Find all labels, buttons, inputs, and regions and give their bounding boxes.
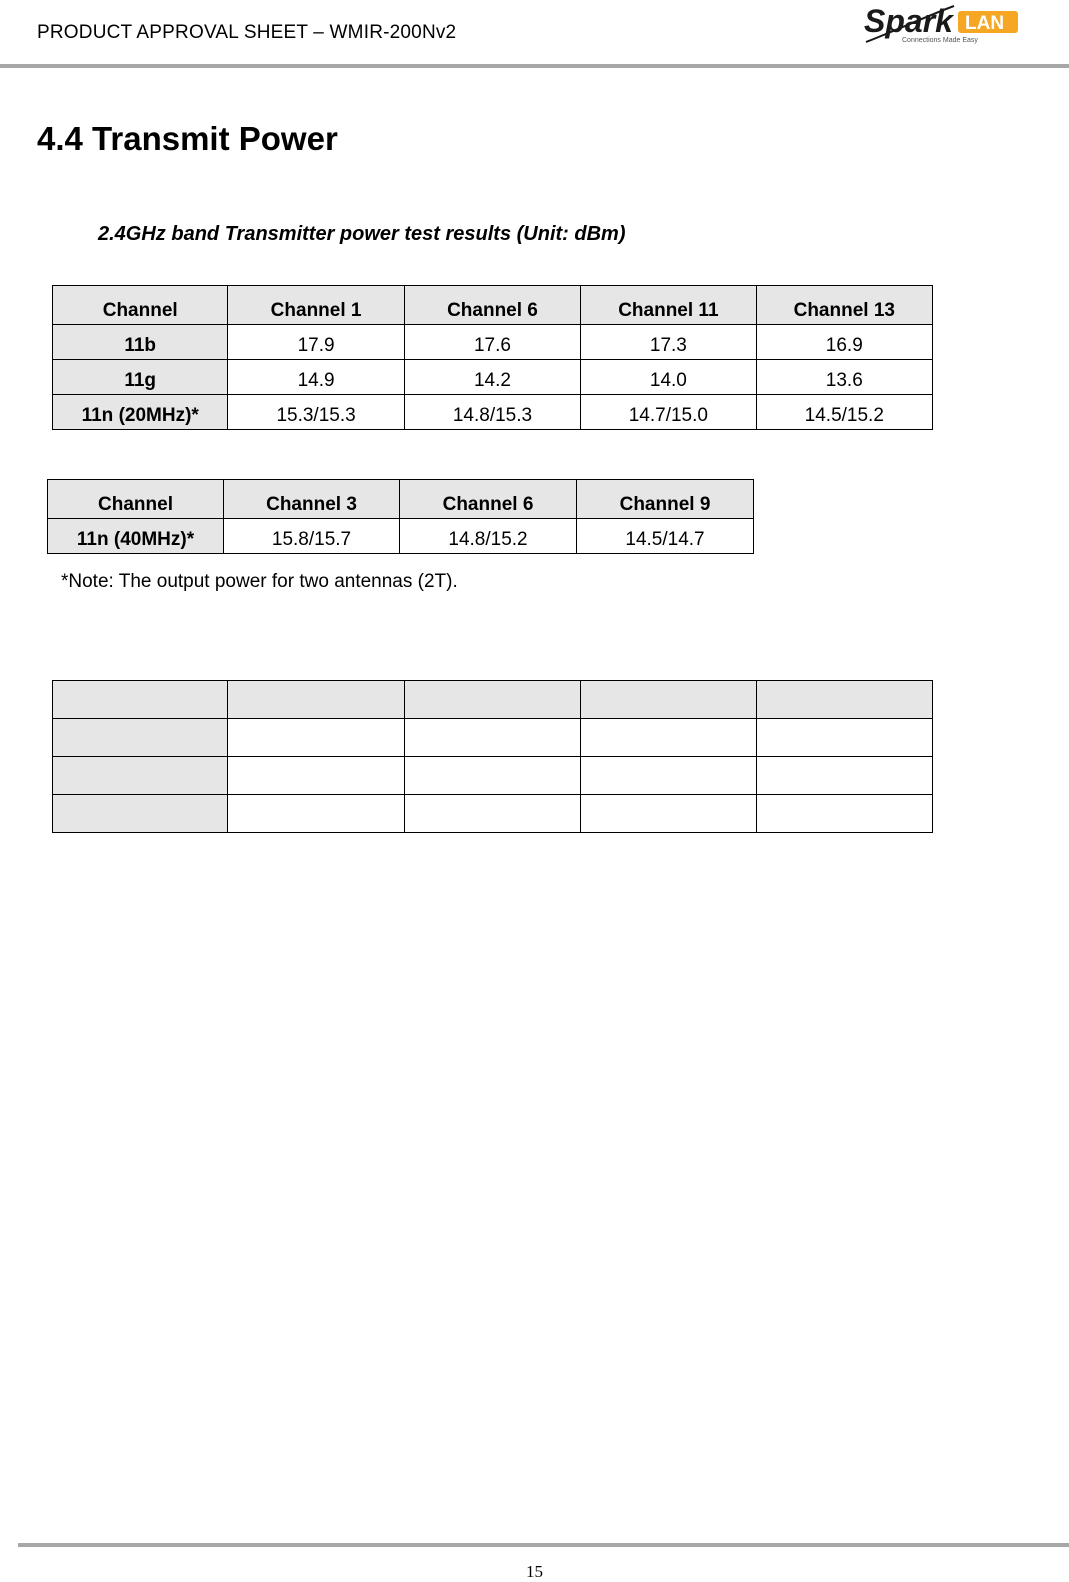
page-number: 15	[526, 1562, 543, 1581]
table-row	[48, 519, 754, 554]
column-header: Channel 6	[400, 480, 577, 519]
table-header-row	[53, 681, 933, 719]
table-cell: 17.6	[404, 325, 580, 360]
table-header-row	[48, 480, 754, 519]
empty-cell	[53, 719, 228, 757]
table-cell: 15.3/15.3	[228, 395, 404, 430]
transmit-power-table-20mhz	[52, 285, 933, 430]
table-cell: 14.7/15.0	[581, 395, 756, 430]
empty-cell	[404, 719, 580, 757]
table-caption: 2.4GHz band Transmitter power test results (Unit: dBm)	[98, 223, 626, 245]
table-row	[53, 719, 933, 757]
column-header: Channel 3	[224, 480, 400, 519]
empty-cell	[756, 757, 932, 795]
column-header: Channel	[53, 286, 228, 325]
column-header: Channel	[48, 480, 224, 519]
footnote: *Note: The output power for two antennas (2T).	[61, 571, 458, 592]
table-header-row	[53, 286, 933, 325]
table-row	[53, 395, 933, 430]
footer-divider	[18, 1543, 1069, 1547]
table-row	[53, 360, 933, 395]
table-cell: 14.9	[228, 360, 404, 395]
table-cell: 17.9	[228, 325, 404, 360]
table-row	[53, 757, 933, 795]
table-cell: 13.6	[756, 360, 932, 395]
empty-cell	[756, 795, 932, 833]
table-cell: 16.9	[756, 325, 932, 360]
empty-cell	[53, 757, 228, 795]
empty-cell	[228, 757, 404, 795]
empty-cell	[53, 795, 228, 833]
empty-cell	[228, 681, 404, 719]
row-label: 11b	[53, 325, 228, 360]
empty-cell	[581, 757, 756, 795]
column-header: Channel 13	[756, 286, 932, 325]
table-cell: 14.8/15.3	[404, 395, 580, 430]
column-header: Channel 9	[577, 480, 754, 519]
row-label: 11n (20MHz)*	[53, 395, 228, 430]
table-cell: 14.8/15.2	[400, 519, 577, 554]
empty-cell	[53, 681, 228, 719]
empty-cell	[756, 681, 932, 719]
empty-cell	[228, 719, 404, 757]
logo-wordmark-lan: LAN	[965, 13, 1005, 34]
column-header: Channel 1	[228, 286, 404, 325]
logo-wordmark-spark: Spark	[864, 3, 953, 39]
table-cell: 15.8/15.7	[224, 519, 400, 554]
table-row	[53, 325, 933, 360]
empty-cell	[581, 681, 756, 719]
empty-cell	[404, 681, 580, 719]
row-label: 11g	[53, 360, 228, 395]
empty-cell	[756, 719, 932, 757]
section-heading: 4.4 Transmit Power	[37, 120, 338, 157]
table-cell: 14.0	[581, 360, 756, 395]
empty-cell	[404, 795, 580, 833]
table-cell: 17.3	[581, 325, 756, 360]
row-label: 11n (40MHz)*	[48, 519, 224, 554]
empty-cell	[581, 719, 756, 757]
document-header-title: PRODUCT APPROVAL SHEET – WMIR-200Nv2	[37, 22, 457, 43]
sparklan-logo	[862, 2, 1022, 48]
table-cell: 14.5/15.2	[756, 395, 932, 430]
column-header: Channel 6	[404, 286, 580, 325]
column-header: Channel 11	[581, 286, 756, 325]
table-row	[53, 795, 933, 833]
transmit-power-table-40mhz	[47, 479, 754, 554]
empty-cell	[228, 795, 404, 833]
table-cell: 14.2	[404, 360, 580, 395]
logo-tagline: Connections Made Easy	[902, 37, 978, 44]
table-cell: 14.5/14.7	[577, 519, 754, 554]
empty-table	[52, 680, 933, 833]
empty-cell	[581, 795, 756, 833]
empty-cell	[404, 757, 580, 795]
header-divider	[0, 64, 1069, 68]
